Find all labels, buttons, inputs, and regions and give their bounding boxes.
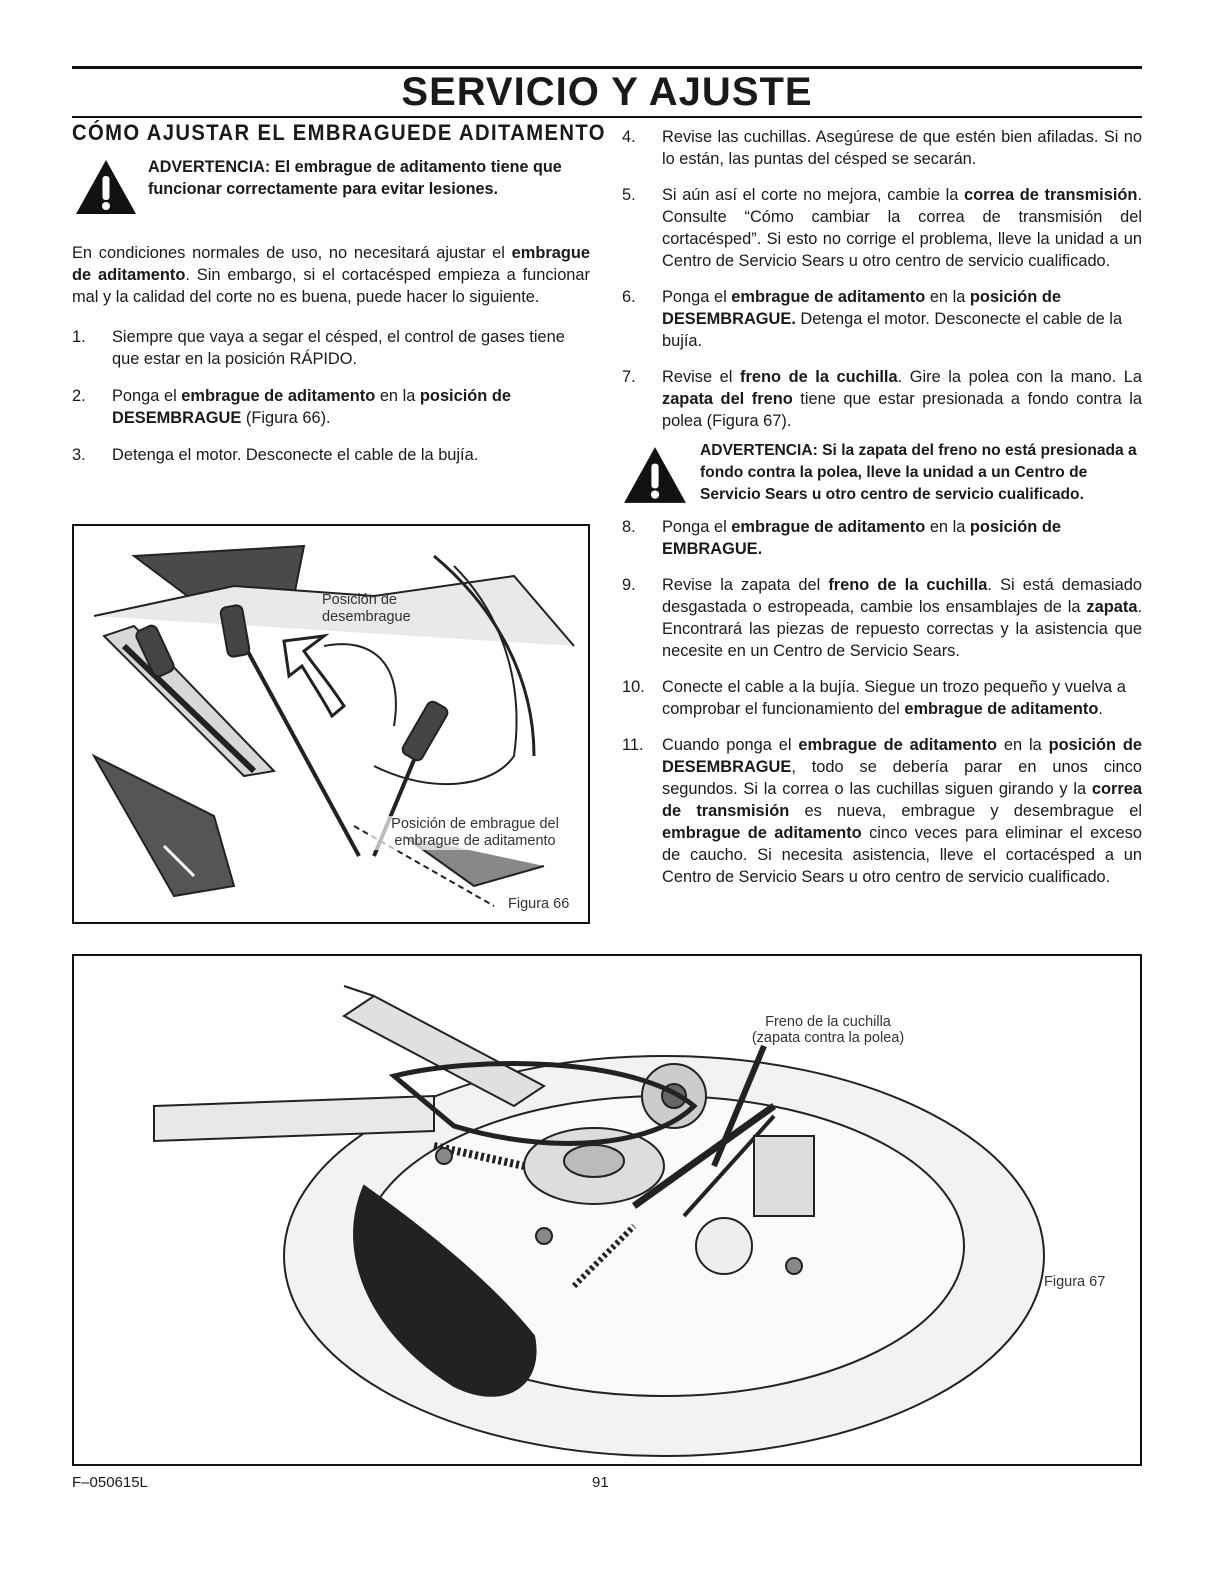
step-text-b: embrague de aditamento [904,700,1099,718]
label-disengage-position: Posición de desembrague [322,592,411,625]
list-item [622,366,1142,432]
figure-66 [72,524,590,924]
step-number: 9. [622,576,636,594]
step-number: 11. [622,736,644,754]
step-text-c: . Gire la polea con la mano. La [897,368,1143,386]
intro-paragraph [72,242,590,308]
step-text-d: posición de DESEMBRAGUE. [662,288,1061,328]
list-item [622,286,1142,352]
step-number: 1. [72,328,86,346]
step-text-b: embrague de aditamento [181,387,376,405]
list-item [72,444,590,466]
step-text-d: posición de DESEMBRAGUE [662,736,1143,776]
step-number: 2. [72,387,86,405]
intro-text-a: En condiciones normales de uso, no necesitará ajustar el [72,244,512,262]
step-text-d: zapata del freno [662,390,793,408]
step-text-b: embrague de aditamento [731,518,926,536]
top-rule [72,66,1142,69]
document-code: F–050615L [72,1474,148,1491]
step-text-e: (Figura 66). [241,409,331,427]
step-text-d: posición de EMBRAGUE. [662,518,1061,558]
list-item [622,516,1142,560]
figure-66-caption: Figura 66 [508,896,570,912]
step-text: Detenga el motor. Desconecte el cable de la bujía. [112,446,479,464]
step-text-a: Revise la zapata del [662,576,829,594]
figure-67 [72,954,1142,1466]
step-text-a: Conecte el cable a la bujía. Siegue un trozo pequeño y vuelva a comprobar el funcionamiento del [662,678,1126,718]
step-number: 7. [622,368,636,386]
step-text-c: en la [375,387,420,405]
step-text [662,734,1142,888]
warning-text: ADVERTENCIA: Si la zapata del freno no está presionada a fondo contra la polea, lleve la unidad a un Centro de Servicio Sears u otro centro de servicio cualificado. [700,442,1137,503]
step-number: 6. [622,288,636,306]
step-text-e: . Encontrará las piezas de repuesto correctas y la asistencia que necesite en un Centro de Servicio Sears. [662,598,1142,660]
warning-triangle-icon [622,444,688,506]
list-item [622,676,1142,720]
step-text-b: embrague de aditamento [798,736,998,754]
page-number: 91 [592,1474,609,1491]
left-column [72,120,606,466]
step-number: 10. [622,678,645,696]
step-text-a: Ponga el [112,387,182,405]
step-text-d: zapata [1086,598,1138,616]
list-item [622,574,1142,662]
step-text-a: Revise el [662,368,741,386]
step-text [662,516,1142,560]
warning-triangle-icon [74,158,138,216]
intro-text-b: embrague de aditamento [72,244,590,284]
list-item [622,126,1142,170]
step-number: 8. [622,518,636,536]
step-text-b: freno de la cuchilla [740,368,898,386]
step-text-e: , todo se debería parar en unos cinco segundos. Si la correa o las cuchillas siguen girando y la [662,758,1142,798]
section-title: CÓMO AJUSTAR EL EMBRAGUEDE ADITAMENTO [72,120,606,145]
step-text-e: Detenga el motor. Desconecte el cable de la bujía. [662,310,1123,350]
step-text [662,286,1142,352]
step-text-a: Si aún así el corte no mejora, cambie la [662,186,965,204]
step-text-b: correa de transmisión [964,186,1138,204]
warning-block-brake [622,440,1142,506]
step-text-a: Ponga el [662,518,732,536]
page-title: SERVICIO Y AJUSTE [401,70,813,114]
step-text-i: cinco veces para eliminar el exceso de caucho. Si necesita asistencia, lleve el cortacésped a un Centro de Servicio Sears u otro centro de servicio cualificado. [662,824,1142,886]
step-text [662,574,1142,662]
intro-text-c: . Sin embargo, si el cortacésped empieza a funcionar mal y la calidad del corte no es buena, puede hacer lo siguiente. [72,266,590,306]
list-item [72,326,590,370]
list-item [622,734,1142,888]
step-text-b: embrague de aditamento [731,288,926,306]
step-text-c: . Si está demasiado desgastada o estropeada, cambie los ensamblajes de la [662,576,1142,616]
step-text-c: en la [925,518,970,536]
step-text [662,184,1142,272]
step-text-e: tiene que estar presionada a fondo contra la polea (Figura 67). [662,390,1142,430]
blade-brake-illustration [74,956,1140,1464]
list-item [622,184,1142,272]
warning-text: ADVERTENCIA: El embrague de aditamento tiene que funcionar correctamente para evitar lesiones. [148,158,562,198]
step-text-g: es nueva, embrague y desembrague el [789,802,1142,820]
step-text-c: . [1098,700,1103,718]
step-text: Revise las cuchillas. Asegúrese de que estén bien afiladas. Si no lo están, las puntas del césped se secarán. [662,128,1142,168]
step-text-b: freno de la cuchilla [828,576,988,594]
label-blade-brake-line2: (zapata contra la polea) [751,1030,905,1046]
step-text [662,676,1142,720]
step-text-h: embrague de aditamento [662,824,862,842]
warning-block [74,158,590,216]
step-text-c: en la [997,736,1049,754]
steps-list-left [72,326,590,466]
right-column [622,126,1142,888]
step-text-a: Cuando ponga el [662,736,799,754]
step-text-f: correa de transmisión [662,780,1142,820]
step-text [662,366,1142,432]
step-text-c: . Consulte “Cómo cambiar la correa de transmisión del cortacésped”. Si esto no corrige el problema, lleve la unidad a un Centro de Servicio Sears u otro centro de servicio cualificado. [662,186,1142,270]
step-text-a: Ponga el [662,288,732,306]
title-underline [72,116,1142,118]
step-number: 3. [72,446,86,464]
label-blade-brake [738,1014,918,1046]
attachment-clutch-illustration [74,526,588,922]
label-engage-position: Posición de embrague del embrague de aditamento [370,816,580,850]
steps-list-right-continued [622,516,1142,888]
step-number: 5. [622,186,636,204]
step-text-d: posición de DESEMBRAGUE [112,387,511,427]
steps-list-right [622,126,1142,432]
label-blade-brake-line1: Freno de la cuchilla [765,1014,891,1030]
step-text-c: en la [925,288,970,306]
step-text: Siempre que vaya a segar el césped, el control de gases tiene que estar en la posición RÁPIDO. [112,328,565,368]
figure-67-caption: Figura 67 [1044,1274,1106,1290]
list-item [72,385,590,429]
step-number: 4. [622,128,636,146]
step-text [112,385,590,429]
